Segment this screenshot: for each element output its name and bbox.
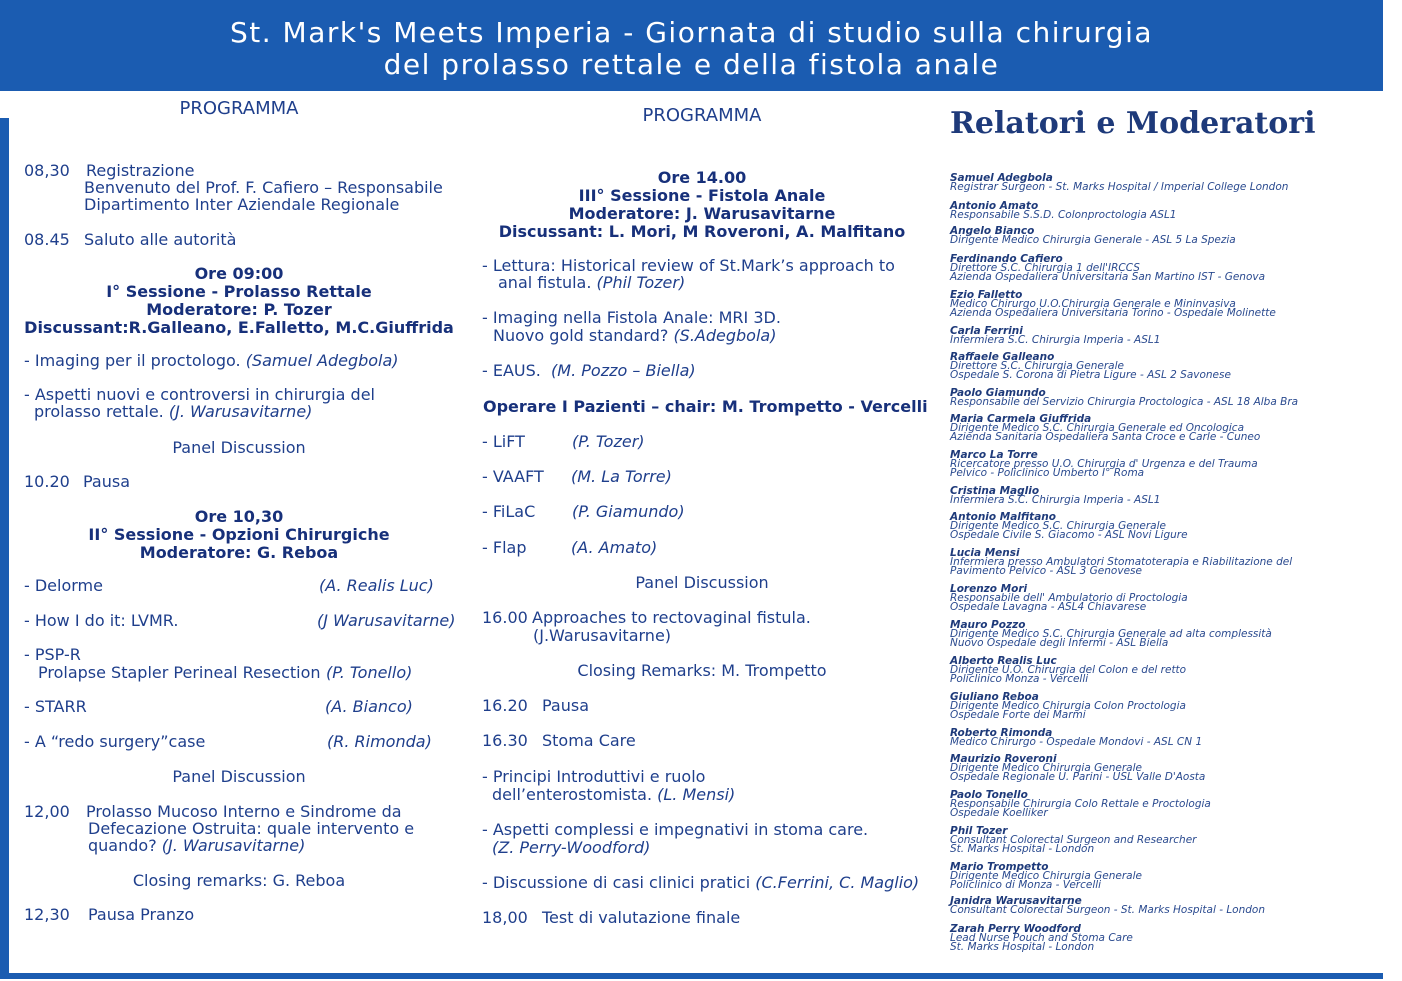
speaker-entry xyxy=(950,291,1390,318)
speaker-entry xyxy=(950,791,1390,818)
time: 12,30 xyxy=(24,905,70,924)
speaker-affiliation: Azienda Ospedaliera Universitaria Torino - Ospedale Molinette xyxy=(950,307,1276,319)
title-line-2: del prolasso rettale e della fistola anale xyxy=(383,48,1000,81)
session-moderator: Moderatore: J. Warusavitarne xyxy=(568,204,836,223)
speaker-entry xyxy=(950,897,1390,915)
talk-item xyxy=(482,874,919,892)
talk-speaker: (Samuel Adegbola) xyxy=(245,351,399,370)
label: Pausa xyxy=(83,472,131,491)
technique-speaker: (P. Tozer) xyxy=(572,432,645,451)
speaker-name: Carla Ferrini xyxy=(950,325,1023,337)
label: Registrazione xyxy=(86,161,195,180)
speaker-affiliation: Consultant Colorectal Surgeon and Researcher xyxy=(950,834,1197,846)
session-title: II° Sessione - Opzioni Chirurgiche xyxy=(88,525,390,544)
label: - EAUS. xyxy=(482,361,541,380)
surgery-session-header: Operare I Pazienti – chair: M. Trompetto - Vercelli xyxy=(483,397,928,416)
talk-speaker: (J. Warusavitarne) xyxy=(161,836,306,855)
session-title: I° Sessione - Prolasso Rettale xyxy=(106,282,372,301)
talk-speaker: (Z. Perry-Woodford) xyxy=(492,838,651,857)
technique-item: - FiLaC xyxy=(482,502,536,521)
technique-item: - VAAFT xyxy=(482,467,544,486)
panel-discussion: Panel Discussion xyxy=(172,438,306,457)
speaker-affiliation: Dirigente Medico S.C. Chirurgia Generale ad alta complessità xyxy=(950,628,1272,640)
speaker-affiliation: Infermiera presso Ambulatori Stomatoterapia e Riabilitazione del xyxy=(950,556,1293,568)
closing-remarks: Closing Remarks: M. Trompetto xyxy=(577,661,827,680)
talk-title: - Imaging per il proctologo. xyxy=(24,351,241,370)
speaker-affiliation: Registrar Surgeon - St. Marks Hospital / Imperial College London xyxy=(950,181,1289,193)
speaker-entry xyxy=(950,255,1390,282)
speaker-affiliation: Responsabile S.S.D. Colonproctologia ASL1 xyxy=(950,209,1177,221)
talk-item-continued xyxy=(493,327,776,345)
speaker-name: Janidra Warusavitarne xyxy=(950,895,1082,907)
talk-item: - Aspetti nuovi e controversi in chirurgia del xyxy=(24,385,375,404)
speaker-name: Roberto Rimonda xyxy=(950,727,1053,739)
speaker-affiliation: Azienda Ospedaliera Universitaria San Martino IST - Genova xyxy=(950,271,1266,283)
session-discussants: Discussant: L. Mori, M Roveroni, A. Malfitano xyxy=(498,222,906,241)
page-title-banner xyxy=(0,0,1383,91)
talk-item xyxy=(24,352,399,370)
speaker-affiliation: Policlinico Monza - Vercelli xyxy=(950,673,1089,685)
speaker-name: Antonio Amato xyxy=(950,200,1039,212)
speaker-affiliation: Dirigente Medico Chirurgia Generale - ASL 5 La Spezia xyxy=(950,234,1236,246)
speaker-entry xyxy=(950,451,1390,478)
label: Prolasso Mucoso Interno e Sindrome da xyxy=(86,802,402,821)
speaker-entry xyxy=(950,513,1390,540)
session-time: Ore 10,30 xyxy=(194,507,284,526)
speaker-name: Mauro Pozzo xyxy=(950,619,1026,631)
talk-speaker: (Phil Tozer) xyxy=(596,273,686,292)
speaker-entry xyxy=(950,174,1390,192)
label: Pausa Pranzo xyxy=(88,905,195,924)
speaker-name: Paolo Giamundo xyxy=(950,387,1046,399)
speaker-affiliation: Lead Nurse Pouch and Stoma Care xyxy=(950,932,1133,944)
label: - Discussione di casi clinici pratici xyxy=(482,873,751,892)
speaker-name: Cristina Maglio xyxy=(950,485,1040,497)
time: 10.20 xyxy=(24,472,70,491)
speaker-entry xyxy=(950,621,1390,648)
talk-item xyxy=(482,362,696,380)
label: Test di valutazione finale xyxy=(542,908,741,927)
break-item xyxy=(482,697,589,715)
speaker-entry xyxy=(950,863,1390,890)
time: 08.45 xyxy=(24,230,70,249)
speaker-affiliation: Dirigente Medico Chirurgia Colon Proctologia xyxy=(950,700,1186,712)
speaker-entry xyxy=(950,389,1390,407)
speaker-entry xyxy=(950,657,1390,684)
stoma-care-item xyxy=(482,732,636,750)
speaker-affiliation: Azienda Sanitaria Ospedaliera Santa Croce e Carle - Cuneo xyxy=(950,431,1261,443)
talk-speaker: (A. Bianco) xyxy=(325,697,413,716)
final-test-item xyxy=(482,909,740,927)
talk-item: - PSP-R xyxy=(24,645,81,664)
break-item xyxy=(24,473,130,491)
talk-item: - Delorme xyxy=(24,576,103,595)
label: Stoma Care xyxy=(542,731,636,750)
talk-speaker: (S.Adegbola) xyxy=(673,326,777,345)
speaker-entry xyxy=(950,827,1390,854)
speaker-entry xyxy=(950,487,1390,505)
talk-item-continued xyxy=(492,786,735,804)
talk-item: - Lettura: Historical review of St.Mark’s approach to xyxy=(482,256,895,275)
speaker-affiliation: Dirigente Medico S.C. Chirurgia Generale xyxy=(950,520,1166,532)
talk-item: - STARR xyxy=(24,697,87,716)
speaker-name: Mario Trompetto xyxy=(950,861,1049,873)
talk-item-continued xyxy=(34,403,312,421)
technique-item: - Flap xyxy=(482,538,527,557)
panel-discussion: Panel Discussion xyxy=(172,767,306,786)
session-moderator: Moderatore: P. Tozer xyxy=(146,300,332,319)
speaker-affiliation: Direttore S.C. Chirurgia 1 dell'IRCCS xyxy=(950,262,1140,274)
speaker-entry xyxy=(950,693,1390,720)
speaker-affiliation: Ospedale S. Corona di Pietra Ligure - ASL 2 Savonese xyxy=(950,369,1231,381)
speaker-affiliation: Ospedale Lavagna - ASL4 Chiavarese xyxy=(950,601,1147,613)
speaker-affiliation: Infermiera S.C. Chirurgia Imperia - ASL1 xyxy=(950,494,1161,506)
speaker-entry xyxy=(950,755,1390,782)
label: Approaches to rectovaginal fistula. xyxy=(532,608,811,627)
speaker-name: Ezio Falletto xyxy=(950,289,1023,301)
speaker-affiliation: Dirigente Medico Chirurgia Generale xyxy=(950,870,1142,882)
speaker-affiliation: Dirigente Medico Chirurgia Generale xyxy=(950,762,1142,774)
speaker-name: Paolo Tonello xyxy=(950,789,1028,801)
speaker-affiliation: Policlinico di Monza - Vercelli xyxy=(950,879,1102,891)
title-line-1: St. Mark's Meets Imperia - Giornata di studio sulla chirurgia xyxy=(229,16,1154,49)
speaker-entry xyxy=(950,327,1390,345)
session-3-header xyxy=(482,169,922,241)
session-moderator: Moderatore: G. Reboa xyxy=(139,543,339,562)
speaker-affiliation: Direttore S.C. Chirurgia Generale xyxy=(950,360,1124,372)
speaker-affiliation: Responsabile dell' Ambulatorio di Proctologia xyxy=(950,592,1188,604)
time: 16.20 xyxy=(482,696,528,715)
time: 12,00 xyxy=(24,802,70,821)
talk-item: - Imaging nella Fistola Anale: MRI 3D. xyxy=(482,308,781,327)
talk-item: - Principi Introduttivi e ruolo xyxy=(482,767,706,786)
talk-item-continued: Prolapse Stapler Perineal Resection xyxy=(38,663,321,682)
speaker-name: Zarah Perry Woodford xyxy=(950,923,1081,935)
speaker-name: Angelo Bianco xyxy=(950,225,1035,237)
speaker-entry xyxy=(950,729,1390,747)
session-time: Ore 09:00 xyxy=(194,264,284,283)
talk-title: prolasso rettale. xyxy=(34,402,164,421)
talk-speaker: (P. Tonello) xyxy=(326,663,413,682)
lunch-item xyxy=(24,906,194,924)
label: quando? xyxy=(88,836,157,855)
left-accent-bar xyxy=(0,118,9,978)
speaker-name: Maria Carmela Giuffrida xyxy=(950,413,1092,425)
speaker-entry xyxy=(950,549,1390,576)
speaker-affiliation: Ospedale Forte dei Marmi xyxy=(950,709,1086,721)
speaker-affiliation: Nuovo Ospedale degli Infermi - ASL Biella xyxy=(950,637,1169,649)
technique-speaker: (A. Amato) xyxy=(571,538,658,557)
speaker-name: Phil Tozer xyxy=(950,825,1008,837)
registration-line-2: Benvenuto del Prof. F. Cafiero – Responsabile xyxy=(84,178,443,197)
panel-discussion: Panel Discussion xyxy=(635,573,769,592)
talk-item xyxy=(482,609,811,627)
speaker-affiliation: Ospedale Civile S. Giacomo - ASL Novi Ligure xyxy=(950,529,1188,541)
label: anal fistula. xyxy=(498,273,592,292)
speaker-name: Samuel Adegbola xyxy=(950,172,1053,184)
talk-speaker: (R. Rimonda) xyxy=(327,732,432,751)
technique-speaker: (M. La Torre) xyxy=(571,467,672,486)
speaker-affiliation: Ricercatore presso U.O. Chirurgia d' Urgenza e del Trauma xyxy=(950,458,1258,470)
speaker-affiliation: Ospedale Regionale U. Parini - USL Valle D'Aosta xyxy=(950,771,1206,783)
speaker-affiliation: Infermiera S.C. Chirurgia Imperia - ASL1 xyxy=(950,334,1161,346)
talk-speaker: (L. Mensi) xyxy=(657,785,736,804)
speaker-affiliation: St. Marks Hospital - London xyxy=(950,843,1095,855)
session-time: Ore 14.00 xyxy=(657,168,747,187)
speaker-name: Raffaele Galleano xyxy=(950,351,1055,363)
speakers-heading: Relatori e Moderatori xyxy=(950,106,1316,141)
registration-line-3: Dipartimento Inter Aziendale Regionale xyxy=(84,195,400,214)
technique-speaker: (P. Giamundo) xyxy=(572,502,685,521)
talk-item-continued xyxy=(88,837,305,855)
speaker-affiliation: St. Marks Hospital - London xyxy=(950,941,1095,953)
authorities-greeting xyxy=(24,231,236,249)
speaker-entry xyxy=(950,353,1390,380)
label: Nuovo gold standard? xyxy=(493,326,669,345)
speaker-name: Lorenzo Mori xyxy=(950,583,1028,595)
program-heading: PROGRAMMA xyxy=(642,105,762,126)
speaker-name: Giuliano Reboa xyxy=(950,691,1039,703)
time: 18,00 xyxy=(482,908,528,927)
technique-item: - LiFT xyxy=(482,432,525,451)
talk-item: - How I do it: LVMR. xyxy=(24,611,179,630)
speaker-affiliation: Ospedale Koelliker xyxy=(950,807,1048,819)
speaker-affiliation: Medico Chirurgo - Ospedale Mondovi - ASL CN 1 xyxy=(950,736,1203,748)
speaker-name: Marco La Torre xyxy=(950,449,1038,461)
talk-speaker: (J. Warusavitarne) xyxy=(168,402,313,421)
talk-speaker: (C.Ferrini, C. Maglio) xyxy=(755,873,920,892)
speaker-name: Lucia Mensi xyxy=(950,547,1020,559)
speaker-entry xyxy=(950,415,1390,442)
speaker-affiliation: Dirigente Medico S.C. Chirurgia Generale ed Oncologica xyxy=(950,422,1245,434)
talk-speaker: (A. Realis Luc) xyxy=(319,576,434,595)
talk-item: - A “redo surgery”case xyxy=(24,732,206,751)
time: 16.30 xyxy=(482,731,528,750)
label: Pausa xyxy=(542,696,590,715)
talk-item-continued xyxy=(498,274,685,292)
speaker-entry xyxy=(950,585,1390,612)
label: dell’enterostomista. xyxy=(492,785,653,804)
session-title: III° Sessione - Fistola Anale xyxy=(578,186,826,205)
bottom-accent-bar xyxy=(0,973,1383,979)
program-heading: PROGRAMMA xyxy=(179,98,299,119)
speaker-entry xyxy=(950,925,1390,952)
talk-item-continued: Defecazione Ostruita: quale intervento e xyxy=(88,819,415,838)
talk-speaker: (J.Warusavitarne) xyxy=(533,626,672,645)
talk-speaker: (J Warusavitarne) xyxy=(317,611,456,630)
talk-speaker: (M. Pozzo – Biella) xyxy=(551,361,696,380)
time: 16.00 xyxy=(482,608,528,627)
session-discussants: Discussant:R.Galleano, E.Falletto, M.C.Giuffrida xyxy=(24,318,454,337)
speaker-affiliation: Pelvico - Policlinico Umberto I° Roma xyxy=(950,467,1145,479)
talk-item: - Aspetti complessi e impegnativi in stoma care. xyxy=(482,820,869,839)
speaker-name: Maurizio Roveroni xyxy=(950,753,1057,765)
speaker-affiliation: Consultant Colorectal Surgeon - St. Marks Hospital - London xyxy=(950,904,1266,916)
label: Saluto alle autorità xyxy=(84,230,237,249)
time: 08,30 xyxy=(24,161,70,180)
speaker-affiliation: Responsabile del Servizio Chirurgia Proctologica - ASL 18 Alba Bra xyxy=(950,396,1299,408)
speaker-name: Antonio Malfitano xyxy=(950,511,1056,523)
speaker-name: Alberto Realis Luc xyxy=(950,655,1057,667)
session-2-header xyxy=(24,508,454,562)
session-1-header xyxy=(24,265,454,337)
speaker-entry xyxy=(950,227,1390,245)
speaker-affiliation: Dirigente U.O. Chirurgia del Colon e del retto xyxy=(950,664,1187,676)
closing-remarks: Closing remarks: G. Reboa xyxy=(132,871,346,890)
speaker-name: Ferdinando Cafiero xyxy=(950,253,1063,265)
speaker-affiliation: Pavimento Pelvico - ASL 3 Genovese xyxy=(950,565,1142,577)
speaker-affiliation: Medico Chirurgo U.O.Chirurgia Generale e Mininvasiva xyxy=(950,298,1236,310)
speaker-affiliation: Responsabile Chirurgia Colo Rettale e Proctologia xyxy=(950,798,1211,810)
speaker-entry xyxy=(950,202,1390,220)
